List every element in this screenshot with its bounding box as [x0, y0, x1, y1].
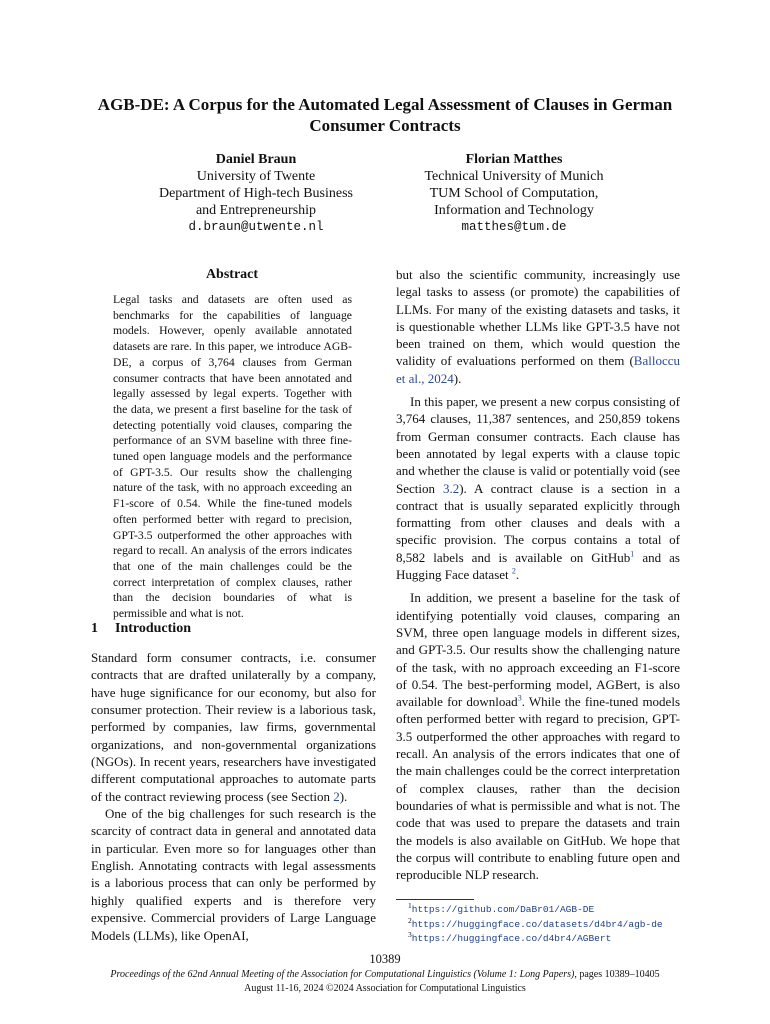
- footnote-url[interactable]: https://github.com/DaBr01/AGB-DE: [411, 904, 595, 915]
- author-block-1: [120, 151, 392, 236]
- section-ref-link[interactable]: 3.2: [442, 480, 460, 496]
- proceedings-date: August 11-16, 2024 ©2024 Association for Computational Linguistics: [244, 983, 526, 994]
- author-name: Florian Matthes: [465, 152, 563, 167]
- author-block-2: [380, 151, 648, 236]
- paragraph: [396, 266, 680, 387]
- author-name: Daniel Braun: [215, 152, 297, 167]
- paragraph: [91, 649, 376, 805]
- footnote: [408, 900, 688, 918]
- footnote-url[interactable]: https://huggingface.co/d4br4/AGBert: [411, 933, 612, 944]
- text-run: In addition, we present a baseline for the task of identifying potentially void clauses, comparing an SVM, three open language models in different sizes, and GPT-3.5. Our results show the challenging nature of the task, with no approach exceeding an F1-score of 0.54. The best-performing model, AGBert, is also available for download: [396, 590, 680, 710]
- abstract-heading: Abstract: [205, 267, 259, 282]
- section-title: Introduction: [115, 621, 191, 636]
- paragraph: One of the big challenges for such research is the scarcity of contract data in general and annotated data in particular. Even more so for languages other than English. Annotating contracts with legal assessments is a laborious process that can only be performed by highly qualified experts and is therefore very expensive. Commercial providers of Large Language Models (LLMs), like OpenAI,: [91, 806, 376, 943]
- text-run: .: [515, 567, 520, 583]
- footnote-divider: [396, 899, 474, 900]
- author-affiliation: and Entrepreneurship: [195, 203, 317, 218]
- abstract-text: Legal tasks and datasets are often used as benchmarks for the capabilities of language models. However, openly available annotated datasets are rare. In this paper, we introduce AGB-DE, a corpus of 3,764 clauses from German consumer contracts that have been annotated and legally assessed by legal experts. Together with the data, we present a first baseline for the task of detecting potentially void clauses, comparing the performance of an SVM baseline with three fine-tuned open language models and the performance of GPT-3.5. Our results show the challenging nature of the task, with no approach exceeding an F1-score of 0.54. While the fine-tuned models often performed better with regard to precision, GPT-3.5 outperformed the other approaches with regard to recall. An analysis of the errors indicates that one of the main challenges could be the correct interpretation of complex clauses, rather than the decision boundaries of what is permissible and what is not.: [113, 293, 352, 621]
- proceedings-footer: [0, 968, 770, 996]
- paragraph: [396, 589, 680, 883]
- page-number: 10389: [369, 952, 401, 966]
- paper-title: AGB-DE: A Corpus for the Automated Legal Assessment of Clauses in German Consumer Contracts: [97, 95, 673, 135]
- author-affiliation: Technical University of Munich: [424, 169, 604, 184]
- section-heading: [91, 621, 191, 637]
- author-affiliation: Department of High-tech Business: [158, 186, 353, 201]
- text-run: ).: [453, 370, 462, 386]
- proceedings-pages: , pages 10389–10405: [574, 969, 660, 980]
- footnote: [408, 915, 688, 933]
- footnote-mark: 3: [408, 929, 412, 939]
- text-run: Standard form consumer contracts, i.e. consumer contracts that are drafted unilaterally by a company, have huge significance for our economy, but also for consumer protection. Their review is a laborious task, performed by companies, law firms, governmental organizations, and non-governmental organizations (NGOs). In recent years, researchers have investigated different computational approaches to automate parts of the contract reviewing process (see Section: [91, 650, 376, 804]
- author-affiliation: Information and Technology: [434, 203, 594, 218]
- left-column: [91, 649, 376, 944]
- paragraph: [396, 393, 680, 583]
- right-column: [396, 266, 680, 883]
- footnote-marker[interactable]: 1: [630, 549, 635, 559]
- proceedings-venue: Proceedings of the 62nd Annual Meeting of the Association for Computational Linguistics (Volume 1: Long Papers): [110, 969, 575, 980]
- footnote-marker[interactable]: 3: [517, 693, 522, 703]
- footnote: [408, 929, 688, 947]
- citation-link[interactable]: Balloccu et al., 2024: [396, 353, 680, 386]
- section-ref-link[interactable]: 2: [333, 788, 340, 804]
- text-run: In this paper, we present a new corpus consisting of 3,764 clauses, 11,387 sentences, and 250,859 tokens from German consumer contracts. Each clause has been annotated by legal experts with a clause topic and whether the clause is valid or potentially void (see Section: [396, 394, 680, 496]
- text-run: and as Hugging Face dataset: [396, 549, 680, 583]
- text-run: but also the scientific community, increasingly use legal tasks to assess (or promote) the capabilities of LLMs. For many of the existing datasets and tasks, it is questionable whether LLMs like GPT-3.5 have not been trained on them, which would question the validity of evaluations performed on them (: [396, 267, 680, 369]
- text-run: ).: [339, 788, 348, 804]
- footnotes: [408, 900, 688, 947]
- section-number: 1: [91, 621, 98, 636]
- footnote-mark: 2: [408, 915, 412, 925]
- footnote-marker[interactable]: 2: [511, 566, 516, 576]
- footnote-url[interactable]: https://huggingface.co/datasets/d4br4/agb-de: [411, 918, 663, 930]
- author-email[interactable]: matthes@tum.de: [461, 220, 567, 234]
- text-run: . While the fine-tuned models often performed better with regard to precision, GPT-3.5 outperformed the other approaches with regard to recall. An analysis of the errors indicates that one of the main challenges could be the correct interpretation of complex clauses, rather than the decision boundaries of what is permissible and what is not. The code that was used to prepare the datasets and train the models is also available on GitHub. We hope that the corpus will contribute to enabling future open and reproducible NLP research.: [396, 694, 680, 883]
- footnote-mark: 1: [408, 900, 412, 910]
- text-run: ). A contract clause is a section in a contract that is usually separated explicitly through formatting from other clauses and deals with a specific provision. The corpus contains a total of 8,582 labels and is available on GitHub: [396, 480, 680, 565]
- author-email[interactable]: d.braun@utwente.nl: [188, 220, 324, 234]
- author-affiliation: TUM School of Computation,: [429, 186, 599, 201]
- author-affiliation: University of Twente: [196, 169, 316, 184]
